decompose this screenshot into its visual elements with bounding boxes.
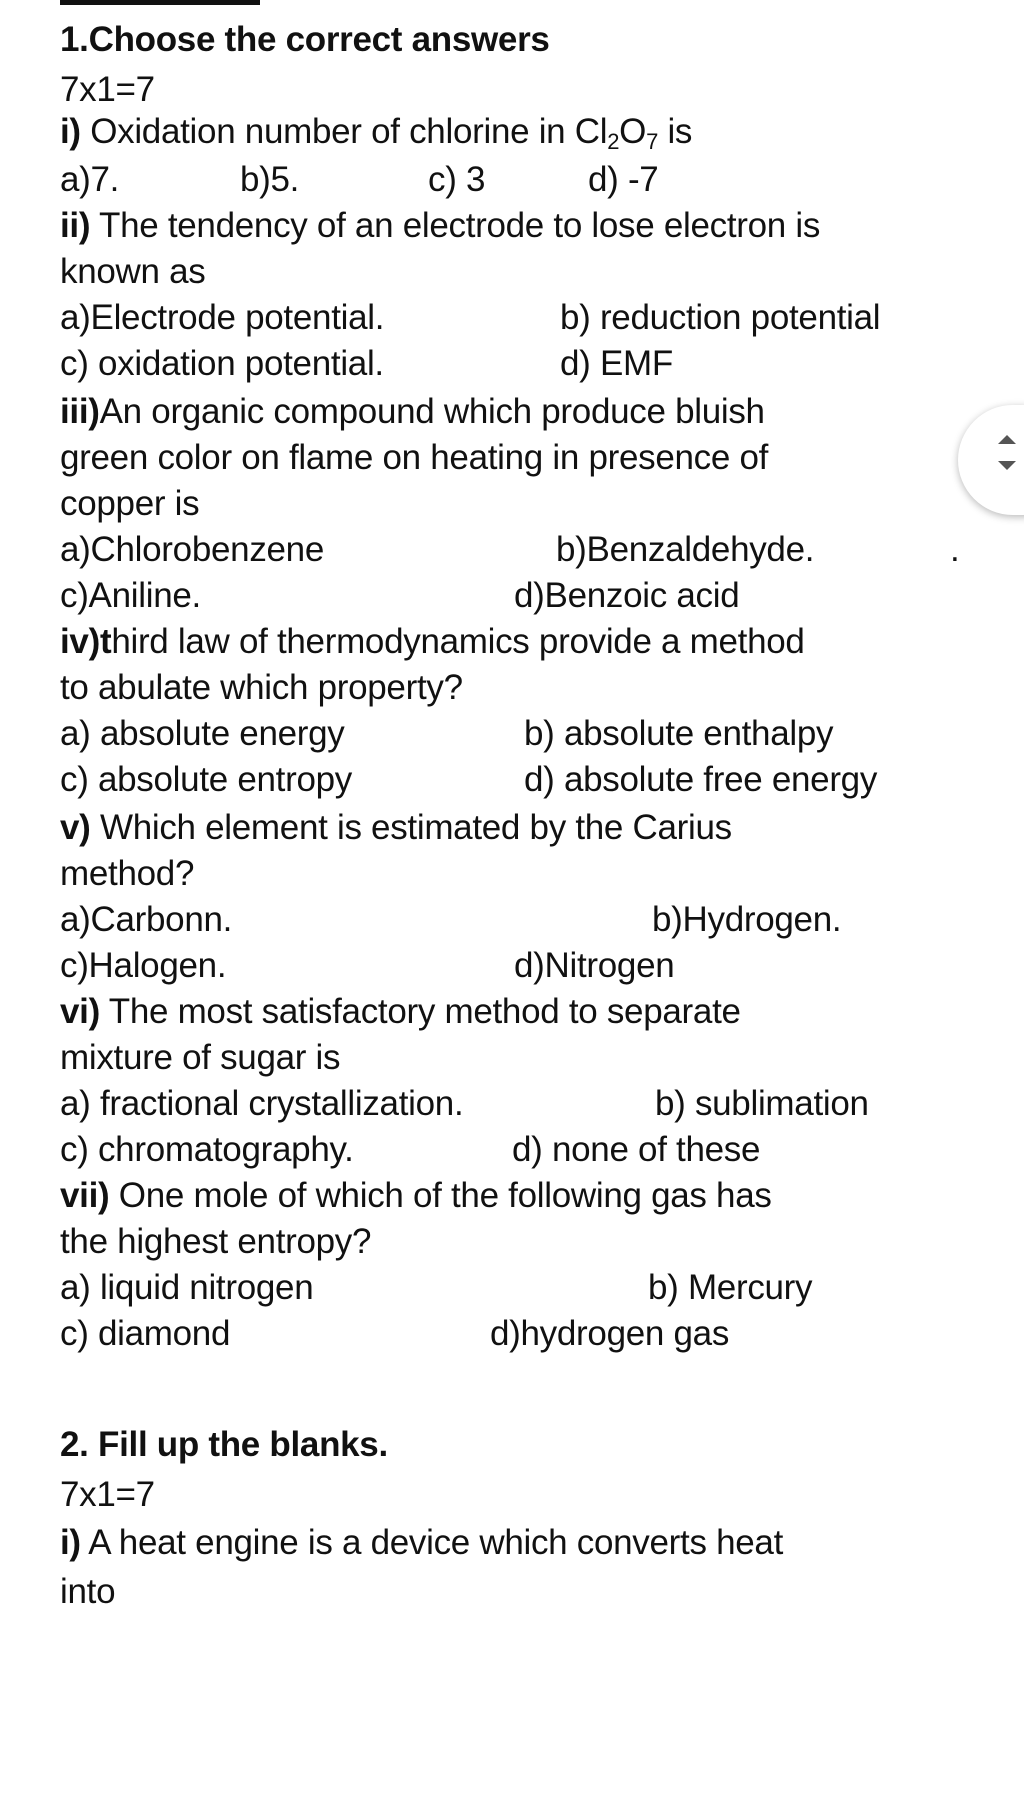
question-4: iv)third law of thermodynamics provide a method <box>60 622 805 661</box>
section-heading-cutoff <box>60 0 260 8</box>
fill-question-1-cont: into <box>60 1572 116 1611</box>
option-d: d) -7 <box>588 160 659 199</box>
question-1: i) Oxidation number of chlorine in $Cl_2O_7$ is <box>60 112 693 154</box>
option-b: b) Mercury <box>648 1268 813 1307</box>
question-4-cont: to abulate which property? <box>60 668 463 707</box>
question-3: iii)An organic compound which produce bluish <box>60 392 765 431</box>
option-d: d) EMF <box>560 344 673 383</box>
question-label: v) <box>60 808 91 847</box>
question-6: vi) The most satisfactory method to separate <box>60 992 741 1031</box>
question-label: iv)t <box>60 622 112 661</box>
option-b: b)5. <box>240 160 300 199</box>
question-label: vii) <box>60 1176 110 1215</box>
section1-title: 1.Choose the correct answers <box>60 20 550 59</box>
triangle-down-icon[interactable] <box>998 461 1016 470</box>
option-a: a)Electrode potential. <box>60 298 385 337</box>
question-5-cont: method? <box>60 854 195 893</box>
question-label: i) <box>60 1523 81 1562</box>
question-label: ii) <box>60 206 91 245</box>
option-a: a) absolute energy <box>60 714 345 753</box>
option-a: a) fractional crystallization. <box>60 1084 464 1123</box>
question-2-cont: known as <box>60 252 206 291</box>
fill-question-1: i) A heat engine is a device which converts heat <box>60 1523 783 1562</box>
option-c: c) 3 <box>428 160 486 199</box>
section1-marks: 7x1=7 <box>60 70 155 109</box>
option-c: c) diamond <box>60 1314 231 1353</box>
question-label: i) <box>60 112 81 151</box>
option-b: b)Hydrogen. <box>652 900 842 939</box>
option-c: c) absolute entropy <box>60 760 352 799</box>
question-6-cont: mixture of sugar is <box>60 1038 341 1077</box>
option-d: d) absolute free energy <box>524 760 878 799</box>
option-c: c) oxidation potential. <box>60 344 384 383</box>
option-c: c)Halogen. <box>60 946 227 985</box>
option-b: b) reduction potential <box>560 298 881 337</box>
question-3-cont2: copper is <box>60 484 200 523</box>
question-7-cont: the highest entropy? <box>60 1222 372 1261</box>
question-5: v) Which element is estimated by the Carius <box>60 808 732 847</box>
option-a: a)7. <box>60 160 120 199</box>
question-7: vii) One mole of which of the following gas has <box>60 1176 772 1215</box>
option-c: c) chromatography. <box>60 1130 354 1169</box>
option-d: d)Nitrogen <box>514 946 675 985</box>
triangle-up-icon[interactable] <box>998 435 1016 444</box>
question-label: vi) <box>60 992 100 1031</box>
option-a: a) liquid nitrogen <box>60 1268 314 1307</box>
option-d: d) none of these <box>512 1130 761 1169</box>
question-3-cont: green color on flame on heating in presence of <box>60 438 769 477</box>
option-d: d)hydrogen gas <box>490 1314 730 1353</box>
stray-mark: . <box>950 530 960 569</box>
option-c: c)Aniline. <box>60 576 201 615</box>
option-b: b)Benzaldehyde. <box>556 530 815 569</box>
question-label: iii) <box>60 392 100 431</box>
option-d: d)Benzoic acid <box>514 576 740 615</box>
option-b: b) sublimation <box>655 1084 869 1123</box>
section2-title: 2. Fill up the blanks. <box>60 1425 388 1464</box>
option-b: b) absolute enthalpy <box>524 714 834 753</box>
option-a: a)Chlorobenzene <box>60 530 325 569</box>
question-2: ii) The tendency of an electrode to lose electron is <box>60 206 821 245</box>
heading-underline <box>60 0 260 5</box>
section2-marks: 7x1=7 <box>60 1475 155 1514</box>
option-a: a)Carbonn. <box>60 900 233 939</box>
scroll-control-button[interactable] <box>958 405 1024 515</box>
